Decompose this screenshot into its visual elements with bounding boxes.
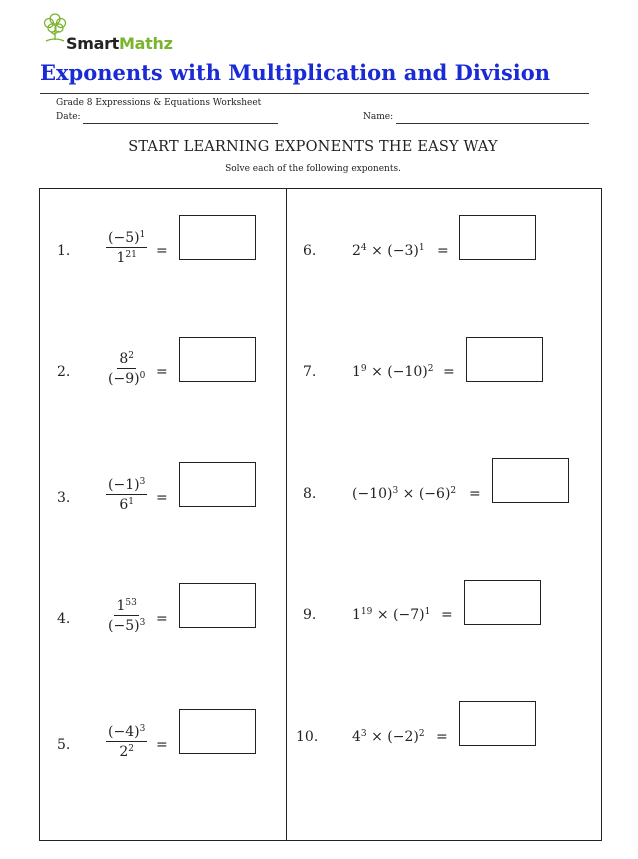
term-b-exponent: 1 <box>424 607 431 618</box>
term-b-base: (−2) <box>387 729 419 745</box>
answer-box[interactable] <box>459 701 536 746</box>
den-exponent: 3 <box>139 618 146 629</box>
name-label: Name: <box>363 112 394 122</box>
term-a-base: 1 <box>352 607 361 623</box>
fraction-denominator <box>106 616 147 633</box>
times-operator: × <box>376 607 389 623</box>
term-a-exponent: 3 <box>392 486 399 497</box>
instructions: Solve each of the following exponents. <box>225 164 401 174</box>
num-exponent: 53 <box>125 598 137 609</box>
problem-expression <box>352 243 425 259</box>
brand-name <box>66 34 173 53</box>
num-exponent: 2 <box>128 351 134 362</box>
problem-expression <box>352 364 434 380</box>
term-a-exponent: 3 <box>360 729 367 740</box>
term-b-base: (−7) <box>393 607 425 623</box>
den-exponent: 21 <box>125 250 137 261</box>
fraction-numerator <box>106 725 147 742</box>
brand-name-part2: Mathz <box>119 34 173 53</box>
term-b-exponent: 2 <box>450 486 457 497</box>
fraction-denominator <box>117 495 136 512</box>
fraction-denominator <box>117 742 136 759</box>
answer-box[interactable] <box>459 215 536 260</box>
num-base: (−4) <box>108 724 140 740</box>
term-b-exponent: 1 <box>418 243 425 254</box>
problem-number: 10. <box>296 729 319 745</box>
problem-fraction <box>106 231 147 265</box>
problem-fraction <box>106 352 147 386</box>
den-exponent: 0 <box>139 371 146 382</box>
title-rule <box>40 93 589 94</box>
fraction-denominator <box>114 248 138 265</box>
num-base: (−1) <box>108 477 140 493</box>
problem-number: 7. <box>303 364 317 380</box>
den-base: (−5) <box>108 618 140 634</box>
term-a-base: 4 <box>352 729 361 745</box>
den-exponent: 1 <box>128 497 134 508</box>
den-base: 6 <box>119 497 129 513</box>
answer-box[interactable] <box>179 583 256 628</box>
name-field-line[interactable] <box>396 123 589 124</box>
den-base: (−9) <box>108 371 140 387</box>
term-b-exponent: 2 <box>418 729 425 740</box>
term-a-exponent: 19 <box>360 607 373 618</box>
date-field-line[interactable] <box>83 123 278 124</box>
problem-number: 3. <box>57 490 71 506</box>
answer-box[interactable] <box>492 458 569 503</box>
problem-number: 6. <box>303 243 317 259</box>
equals-sign: = <box>436 729 448 745</box>
answer-box[interactable] <box>464 580 541 625</box>
answer-box[interactable] <box>179 337 256 382</box>
date-label: Date: <box>56 112 81 122</box>
num-base: (−5) <box>108 230 140 246</box>
answer-box[interactable] <box>466 337 543 382</box>
term-a-base: (−10) <box>352 486 393 502</box>
equals-sign: = <box>156 611 168 627</box>
brand-logo <box>40 10 200 55</box>
num-base: 1 <box>116 598 126 614</box>
term-b-base: (−3) <box>387 243 419 259</box>
times-operator: × <box>371 729 383 745</box>
equals-sign: = <box>441 607 453 623</box>
term-a-base: 2 <box>352 243 361 259</box>
equals-sign: = <box>156 364 168 380</box>
term-b-base: (−10) <box>387 364 428 380</box>
times-operator: × <box>402 486 415 502</box>
fraction-denominator <box>106 369 147 386</box>
problem-number: 1. <box>57 243 71 259</box>
num-exponent: 3 <box>139 477 146 488</box>
times-operator: × <box>371 364 383 380</box>
den-exponent: 2 <box>128 744 134 755</box>
term-a-exponent: 4 <box>360 243 367 254</box>
equals-sign: = <box>443 364 455 380</box>
equals-sign: = <box>156 243 168 259</box>
grade-label: Grade 8 Expressions & Equations Worksheet <box>56 98 262 108</box>
times-operator: × <box>371 243 383 259</box>
fraction-numerator <box>114 599 138 616</box>
equals-sign: = <box>156 490 168 506</box>
problem-expression <box>352 486 456 502</box>
num-exponent: 1 <box>139 230 146 241</box>
problem-expression <box>352 729 425 745</box>
term-b-exponent: 2 <box>427 364 434 375</box>
problem-number: 9. <box>303 607 317 623</box>
term-b-base: (−6) <box>418 486 451 502</box>
problem-fraction <box>106 478 147 512</box>
problem-number: 4. <box>57 611 71 627</box>
column-divider <box>286 188 287 841</box>
answer-box[interactable] <box>179 462 256 507</box>
problem-number: 2. <box>57 364 71 380</box>
problem-number: 8. <box>303 486 317 502</box>
num-exponent: 3 <box>139 724 146 735</box>
answer-box[interactable] <box>179 215 256 260</box>
den-base: 1 <box>116 250 126 266</box>
num-base: 8 <box>119 351 129 367</box>
fraction-numerator <box>117 352 136 369</box>
term-a-base: 1 <box>352 364 361 380</box>
problem-number: 5. <box>57 737 71 753</box>
answer-box[interactable] <box>179 709 256 754</box>
problem-expression <box>352 607 430 623</box>
equals-sign: = <box>156 737 168 753</box>
brand-name-part1: Smart <box>66 34 120 53</box>
problem-fraction <box>106 725 147 759</box>
problem-fraction <box>106 599 147 633</box>
worksheet-title: Exponents with Multiplication and Division <box>40 60 551 85</box>
term-a-exponent: 9 <box>360 364 367 375</box>
worksheet-subtitle: START LEARNING EXPONENTS THE EASY WAY <box>128 139 498 155</box>
equals-sign: = <box>469 486 481 502</box>
fraction-numerator <box>106 478 147 495</box>
equals-sign: = <box>437 243 449 259</box>
den-base: 2 <box>119 744 129 760</box>
fraction-numerator <box>106 231 147 248</box>
